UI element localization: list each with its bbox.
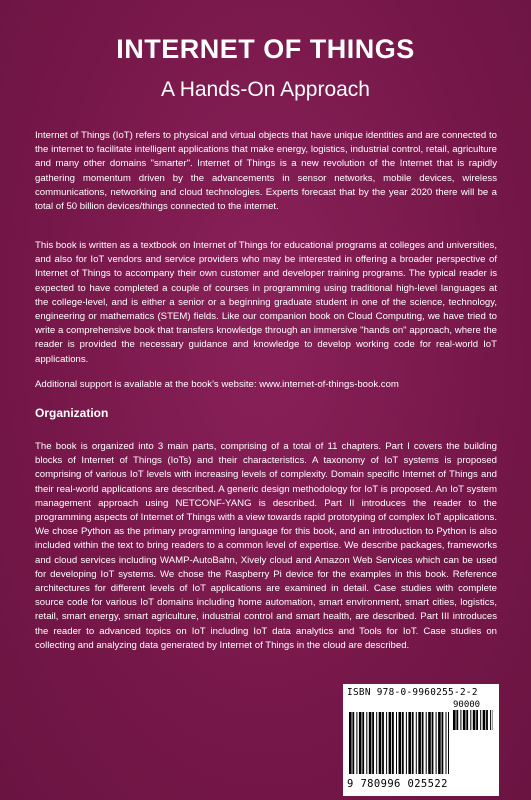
barcode-bar	[412, 712, 414, 774]
audience-paragraph: This book is written as a textbook on Internet of Things for educational programs at colleges and universities, and also for IoT vendors and service providers who may be interested in offering a broader perspective of Internet of Things to accompany their own customer and developer training programs. The typical reader is expected to have completed a couple of courses in programming using traditional high-level languages at the college-level, and is either a senior or a beginning graduate student in one of the science, technology, engineering or mathematics (STEM) fields. Like our companion book on Cloud Computing, we have tried to write a comprehensive book that transfers knowledge through an immersive "hands on" approach, where the reader is provided the necessary guidance and knowledge to develop working code for real-world IoT applications.	[35, 240, 497, 365]
organization-heading: Organization	[35, 406, 109, 420]
barcode-bar	[352, 712, 354, 774]
isbn-digits: 9 780996 025522	[347, 778, 448, 790]
barcode-bar	[402, 712, 404, 774]
barcode-bar	[369, 712, 372, 774]
barcode-bar	[349, 712, 352, 774]
barcode-bars-addon	[453, 710, 493, 730]
barcode-bar	[473, 710, 476, 730]
barcode-bar	[466, 710, 468, 730]
barcode-bar	[426, 712, 427, 774]
barcode-bar	[362, 712, 364, 774]
barcode-bar	[422, 712, 424, 774]
intro-paragraph: Internet of Things (IoT) refers to physical and virtual objects that have unique identities and are connected to the internet to facilitate intelligent applications that make energy, logistics, industrial control, retail, agriculture and many other domains "smarter". Internet of Things is a new revolution of the Internet that is rapidly gathering momentum driven by the advancements in sensor networks, mobile devices, wireless communications, networking and cloud technologies. Experts forecast that by the year 2020 there will be a total of 50 billion devices/things connected to the internet.	[35, 130, 497, 213]
barcode-bar	[446, 712, 447, 774]
barcode-bar	[379, 712, 382, 774]
book-title: INTERNET OF THINGS	[116, 34, 415, 64]
barcode-bar	[406, 712, 407, 774]
barcode-bar	[376, 712, 377, 774]
book-subtitle: A Hands-On Approach	[161, 78, 370, 101]
barcode-bar	[408, 712, 411, 774]
barcode-bar	[389, 712, 392, 774]
barcode-bar	[382, 712, 384, 774]
barcode-bar	[436, 712, 437, 774]
barcode-bar	[399, 712, 402, 774]
barcode-bar	[490, 710, 491, 730]
barcode-bar	[428, 712, 431, 774]
barcode-bar	[453, 710, 456, 730]
price-code: 90000	[453, 700, 481, 710]
barcode-bar	[372, 712, 374, 774]
barcode-bar	[392, 712, 394, 774]
barcode-bar	[359, 712, 362, 774]
barcode-bar	[448, 712, 449, 774]
barcode-bar	[386, 712, 387, 774]
barcode-bar	[366, 712, 367, 774]
organization-paragraph: The book is organized into 3 main parts, comprising of a total of 11 chapters. Part I covers the building blocks of Internet of Things (IoTs) and their characteristics. A taxonomy of IoT systems is proposed comprising of various IoT levels with increasing levels of complexity. Domain specific Internet of Things and their real-world applications are described. A generic design methodology for IoT is proposed. An IoT system management approach using NETCONF-YANG is described. Part II introduces the reader to the programming aspects of Internet of Things with a view towards rapid prototyping of complex IoT applications. We chose Python as the primary programming language for this book, and an introduction to Python is also included within the text to bring readers to a common level of expertise. We describe packages, frameworks and cloud services including WAMP-AutoBahn, Xively cloud and Amazon Web Services which can be used for developing IoT systems. We chose the Raspberry Pi device for the examples in this book. Reference architectures for different levels of IoT applications are examined in detail. Case studies with complete source code for various IoT domains including home automation, smart environment, smart cities, logistics, retail, smart energy, smart agriculture, industrial control and smart health, are described. Part III introduces the reader to advanced topics on IoT including IoT data analytics and Tools for IoT. Case studies on collecting and analyzing data generated by Internet of Things in the cloud are described.	[35, 441, 497, 651]
barcode-bar	[476, 710, 478, 730]
barcode-bar	[416, 712, 417, 774]
website-paragraph: Additional support is available at the book's website: www.internet-of-things-book.com	[35, 379, 399, 390]
barcode-bar	[486, 710, 488, 730]
barcode-bar	[356, 712, 357, 774]
isbn-label: ISBN 978-0-9960255-2-2	[347, 687, 478, 698]
barcode-bar	[442, 712, 444, 774]
barcode-bar	[463, 710, 466, 730]
barcode-bar	[438, 712, 441, 774]
barcode-bar	[432, 712, 434, 774]
barcode-bar	[470, 710, 471, 730]
barcode-bar	[418, 712, 421, 774]
barcode-bar	[396, 712, 397, 774]
barcode-bar	[456, 710, 458, 730]
barcode-bar	[480, 710, 481, 730]
barcode-bar	[460, 710, 461, 730]
isbn-barcode	[343, 684, 499, 796]
barcode-bar	[483, 710, 486, 730]
